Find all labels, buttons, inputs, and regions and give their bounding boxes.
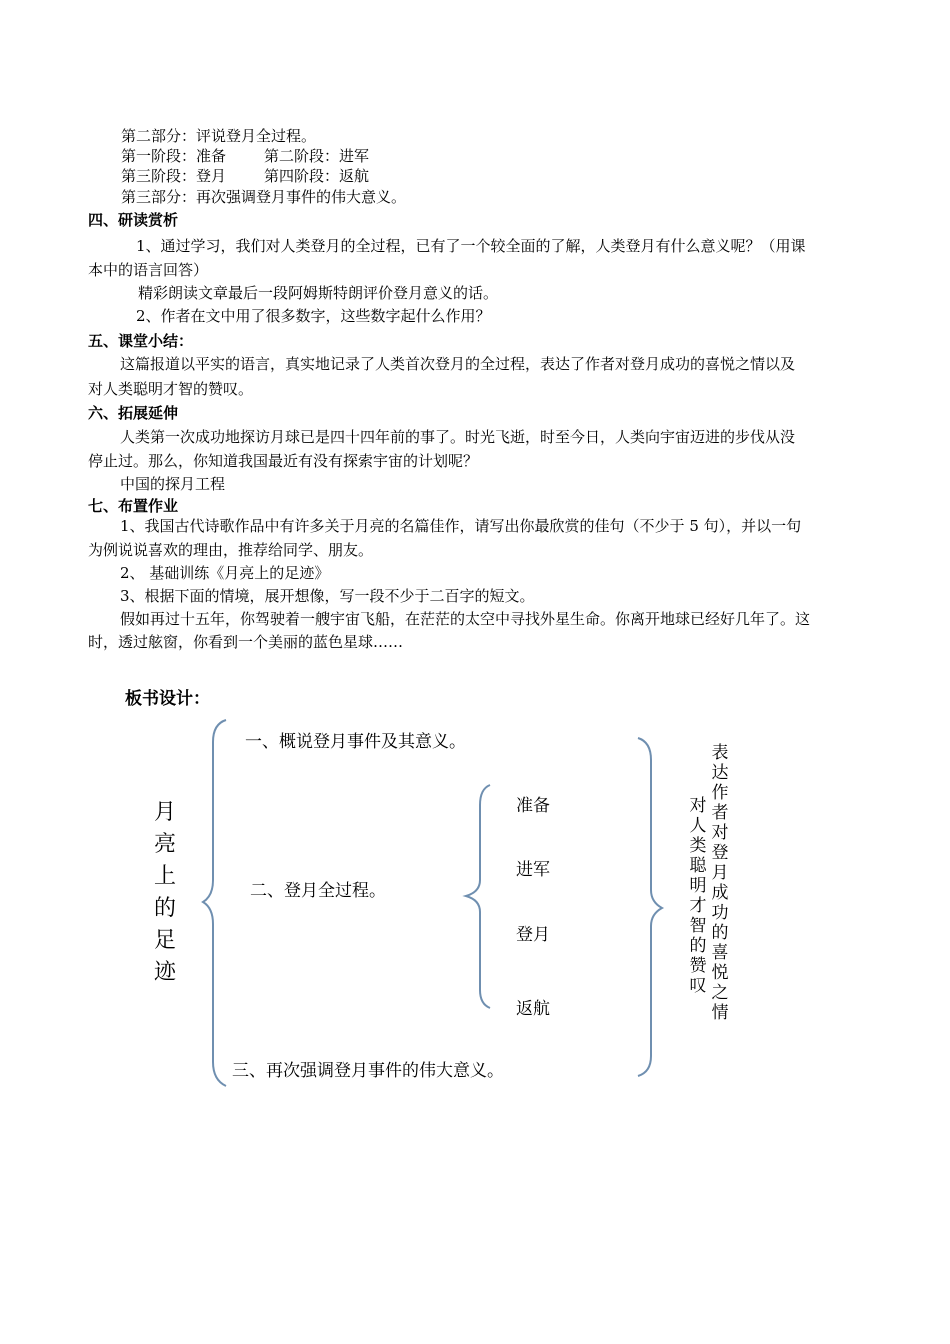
board-heading: 板书设计：	[125, 689, 210, 709]
board-summary-col2: 对人类聪明才智的赞叹	[689, 796, 707, 996]
board-stage-3: 登月	[516, 925, 550, 945]
homework-1-line2: 为例说说喜欢的理由，推荐给同学、朋友。	[88, 541, 374, 559]
section4-q1-line2: 本中的语言回答）	[88, 261, 209, 279]
right-brace	[638, 738, 662, 1076]
section5-heading: 五、课堂小结：	[88, 332, 194, 350]
board-stage-4: 返航	[516, 999, 550, 1019]
homework-1-line1: 1、我国古代诗歌作品中有许多关于月亮的名篇佳作，请写出你最欣赏的佳句（不少于 5 句），并以一句	[120, 517, 802, 535]
outline-stage1: 第一阶段：准备	[121, 147, 227, 165]
outline-stage3: 第三阶段：登月	[121, 167, 227, 185]
homework-2: 2、 基础训练《月亮上的足迹》	[120, 564, 330, 582]
section7-heading: 七、布置作业	[88, 497, 179, 515]
outline-part2: 第二部分：评说登月全过程。	[121, 127, 317, 145]
section6-line2: 停止过。那么，你知道我国最近有没有探索宇宙的计划呢？	[88, 452, 479, 470]
homework-3: 3、根据下面的情境，展开想像，写一段不少于二百字的短文。	[120, 587, 535, 605]
board-part2: 二、登月全过程。	[250, 881, 386, 901]
stages-brace	[466, 785, 490, 1008]
outline-stage4: 第四阶段：返航	[264, 167, 370, 185]
section6-heading: 六、拓展延伸	[88, 404, 179, 422]
board-part3: 三、再次强调登月事件的伟大意义。	[232, 1061, 504, 1081]
section5-line1: 这篇报道以平实的语言，真实地记录了人类首次登月的全过程，表达了作者对登月成功的喜悦之情以及	[120, 355, 796, 373]
board-stage-2: 进军	[516, 860, 550, 880]
board-stage-1: 准备	[516, 796, 550, 816]
board-summary-col1: 表达作者对登月成功的喜悦之情	[711, 743, 729, 1023]
outline-stage2: 第二阶段：进军	[264, 147, 370, 165]
homework-4-line1: 假如再过十五年，你驾驶着一艘宇宙飞船，在茫茫的太空中寻找外星生命。你离开地球已经好几年了。这	[120, 610, 811, 628]
homework-4-line2: 时，透过舷窗，你看到一个美丽的蓝色星球……	[88, 633, 404, 651]
section6-line1: 人类第一次成功地探访月球已是四十四年前的事了。时光飞逝，时至今日，人类向宇宙迈进的步伐从没	[120, 428, 796, 446]
section4-q1-line1: 1、通过学习，我们对人类登月的全过程，已有了一个较全面的了解，人类登月有什么意义呢？（用课	[136, 237, 806, 255]
outline-part3: 第三部分：再次强调登月事件的伟大意义。	[121, 188, 407, 206]
left-brace	[203, 720, 226, 1086]
section4-q2: 2、作者在文中用了很多数字，这些数字起什么作用？	[136, 307, 491, 325]
board-part1: 一、概说登月事件及其意义。	[245, 732, 466, 752]
board-title: 月亮上的足迹	[153, 800, 176, 985]
section6-line3: 中国的探月工程	[120, 475, 226, 493]
section5-line2: 对人类聪明才智的赞叹。	[88, 380, 254, 398]
section4-read: 精彩朗读文章最后一段阿姆斯特朗评价登月意义的话。	[138, 284, 499, 302]
section4-heading: 四、研读赏析	[88, 211, 179, 229]
